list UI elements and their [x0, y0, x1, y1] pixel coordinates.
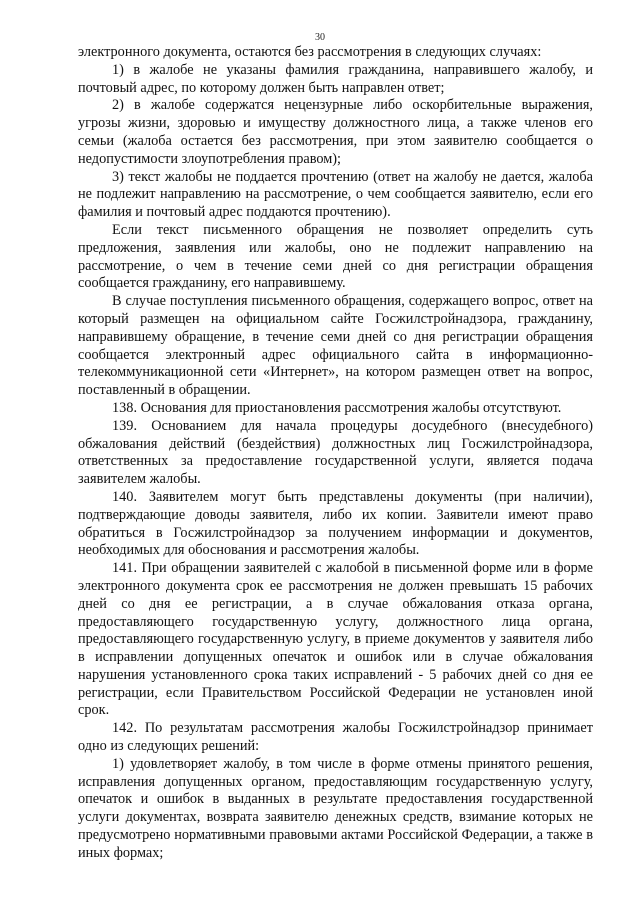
paragraph-139: 139. Основанием для начала процедуры досудебного (внесудебного) обжалования действий (бездействия) должностных лиц Госжилстройнадзора, ответственных за предоставление государственной услуги, является подача заявителем жалобы. [78, 417, 593, 488]
body-text [78, 44, 593, 863]
paragraph-140: 140. Заявителем могут быть представлены документы (при наличии), подтверждающие доводы заявителя, либо их копии. Заявители имеют право обратиться в Госжилстройнадзор за получением информации и документов, необходимых для обоснования и рассмотрения жалобы. [78, 488, 593, 559]
paragraph-142: 142. По результатам рассмотрения жалобы Госжилстройнадзор принимает одно из следующих решений: [78, 720, 593, 755]
paragraph-138: 138. Основания для приостановления рассмотрения жалобы отсутствуют. [112, 399, 562, 416]
paragraph-continuation: электронного документа, остаются без рассмотрения в следующих случаях: [78, 44, 542, 60]
paragraph: 1) удовлетворяет жалобу, в том числе в форме отмены принятого решения, исправления допущенных органом, предоставляющим государственную услугу, опечаток и ошибок в выданных в результате предоставления государственной услуги документах, возврата заявителю денежных средств, взимание которых не предусмотрено нормативными правовыми актами Российской Федерации, а также в иных формах; [78, 755, 593, 861]
page-number: 30 [315, 32, 325, 43]
paragraph: 3) текст жалобы не поддается прочтению (ответ на жалобу не дается, жалоба не подлежит направлению на рассмотрение, о чем сообщается заявителю, если его фамилия и почтовый адрес поддаются прочтению). [78, 168, 593, 221]
paragraph-141: 141. При обращении заявителей с жалобой в письменной форме или в форме электронного документа срок ее рассмотрения не должен превышать 15 рабочих дней со дня ее регистрации, а в случае обжалования отказа органа, предоставляющего государственную услугу, должностного лица органа, предоставляющего государственную услугу, в приеме документов у заявителя либо в исправлении допущенных опечаток и ошибок или в случае обжалования нарушения установленного срока таких исправлений - 5 рабочих дней со дня ее регистрации, если Правительством Российской Федерации не установлен иной срок. [78, 560, 593, 719]
paragraph: 2) в жалобе содержатся нецензурные либо оскорбительные выражения, угрозы жизни, здоровью и имуществу должностного лица, а также членов его семьи (жалоба остается без рассмотрения, при этом заявителю сообщается о недопустимости злоупотребления правом); [78, 97, 593, 167]
paragraph: Если текст письменного обращения не позволяет определить суть предложения, заявления или жалобы, оно не подлежит направлению на рассмотрение, о чем в течение семи дней со дня регистрации обращения сообщается гражданину, его направившему. [78, 221, 593, 292]
paragraph: В случае поступления письменного обращения, содержащего вопрос, ответ на который размещен на официальном сайте Госжилстройнадзора, гражданину, направившему обращение, в течение семи дней со дня регистрации обращения сообщается электронный адрес официального сайта в информационно-телекоммуникационной сети «Интернет», на котором размещен ответ на вопрос, поставленный в обращении. [78, 293, 593, 399]
paragraph: 1) в жалобе не указаны фамилия гражданина, направившего жалобу, и почтовый адрес, по которому должен быть направлен ответ; [78, 61, 593, 96]
